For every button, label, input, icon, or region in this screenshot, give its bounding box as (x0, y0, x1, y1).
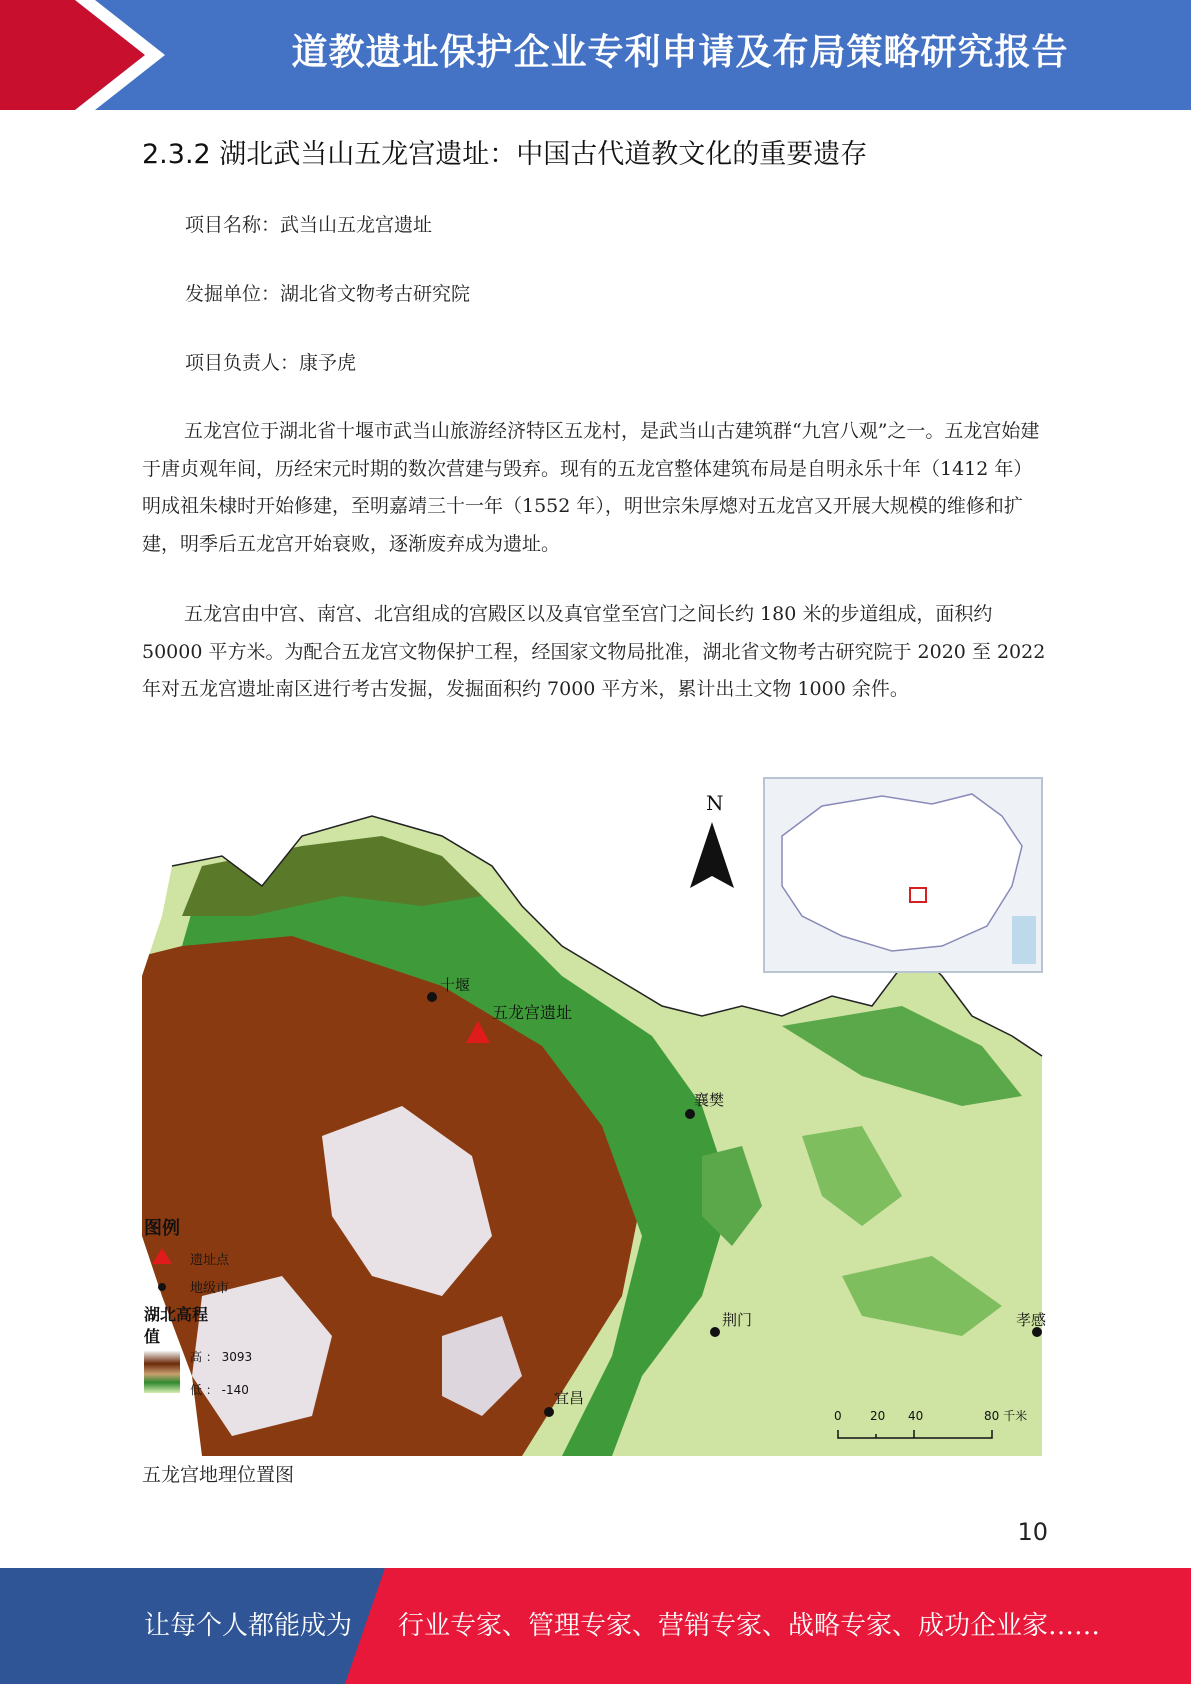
svg-text:80 千米: 80 千米 (984, 1409, 1028, 1423)
elevation-gradient-bar (144, 1351, 180, 1393)
svg-text:湖北高程: 湖北高程 (144, 1305, 209, 1324)
location-map (142, 776, 1047, 1456)
svg-text:值: 值 (144, 1327, 161, 1346)
north-arrow-icon (690, 822, 734, 888)
svg-text:高 ： 3093: 高 ： 3093 (190, 1350, 253, 1364)
china-inset-map (764, 778, 1042, 972)
paragraph-history: 五龙宫位于湖北省十堰市武当山旅游经济特区五龙村，是武当山古建筑群“九宫八观”之一。五龙宫始建于唐贞观年间，历经宋元时期的数次营建与毁弃。现有的五龙宫整体建筑布局是自明永乐十年（1412 年）明成祖朱棣时开始修建，至明嘉靖三十一年（1552 年），明世宗朱厚熜对五龙宫又开展大规模的维修和扩建，明季后五龙宫开始衰败，逐渐废弃成为遗址。 (142, 420, 1040, 555)
footer-slogan-left: 让每个人都能成为 (144, 1611, 353, 1641)
section-heading: 2.3.2 湖北武当山五龙宫遗址：中国古代道教文化的重要遗存 (142, 139, 868, 170)
svg-text:孝感: 孝感 (1016, 1311, 1047, 1329)
svg-text:地级市: 地级市 (190, 1281, 230, 1296)
figure-caption: 五龙宫地理位置图 (142, 1464, 295, 1486)
excavation-unit: 发掘单位：湖北省文物考古研究院 (185, 283, 471, 305)
page-footer (0, 1568, 1191, 1684)
svg-text:20: 20 (870, 1409, 886, 1423)
north-label: N (706, 791, 724, 815)
svg-text:五龙宫遗址: 五龙宫遗址 (492, 1003, 573, 1022)
svg-text:40: 40 (908, 1409, 924, 1423)
svg-text:0: 0 (834, 1409, 842, 1423)
project-leader: 项目负责人：康予虎 (185, 352, 357, 374)
paragraph-excavation: 五龙宫由中宫、南宫、北宫组成的宫殿区以及真官堂至宫门之间长约 180 米的步道组成，面积约 50000 平方米。为配合五龙宫文物保护工程，经国家文物局批准，湖北省文物考古研究院于 2020 至 2022 年对五龙宫遗址南区进行考古发掘，发掘面积约 7000 平方米，累计出土文物 1000 余件。 (142, 603, 1046, 700)
svg-text:遗址点: 遗址点 (190, 1253, 230, 1268)
svg-text:宜昌: 宜昌 (554, 1389, 585, 1407)
footer-slogan-right: 行业专家、管理专家、营销专家、战略专家、成功企业家…… (398, 1611, 1101, 1641)
svg-text:图例: 图例 (144, 1218, 180, 1239)
svg-text:低 ： -140: 低 ： -140 (190, 1383, 249, 1397)
legend-dot-icon (158, 1283, 166, 1291)
project-name: 项目名称：武当山五龙宫遗址 (185, 214, 433, 236)
page-number: 10 (1017, 1518, 1048, 1546)
svg-text:荆门: 荆门 (722, 1311, 753, 1329)
svg-text:襄樊: 襄樊 (694, 1091, 725, 1109)
header-chevron-icon (0, 0, 180, 110)
svg-text:十堰: 十堰 (440, 976, 471, 994)
header-title: 道教遗址保护企业专利申请及布局策略研究报告 (291, 32, 1069, 73)
page-header (0, 0, 1191, 110)
